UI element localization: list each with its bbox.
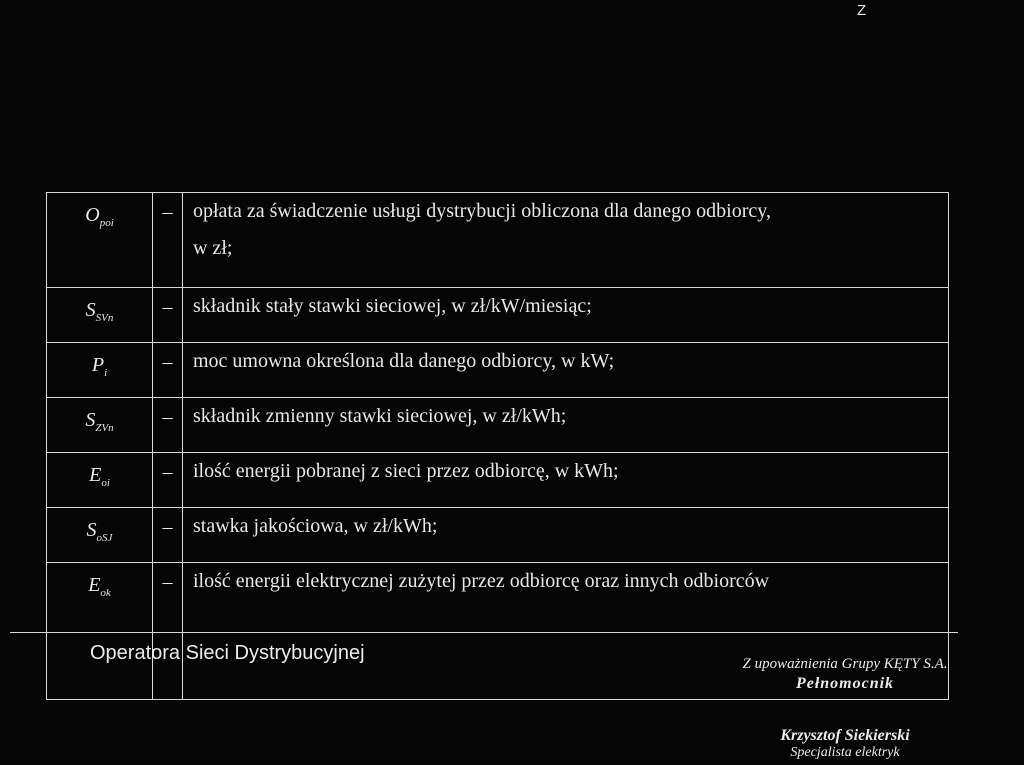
footer-operator-text: Operatora Sieci Dystrybucyjnej (90, 642, 365, 664)
stamp-line-role: Pełnomocnik (795, 675, 895, 692)
symbol-cell (47, 288, 153, 343)
table-row (47, 508, 949, 563)
authorization-stamp (700, 656, 990, 761)
stamp-line-name: Krzysztof Siekierski (780, 727, 910, 744)
table-row (47, 288, 949, 343)
symbol-main: O (85, 204, 100, 226)
symbol-main: S (85, 409, 96, 431)
definition-text: składnik zmienny stawki sieciowej, w zł/kWh; (183, 398, 949, 453)
definition-text: składnik stały stawki sieciowej, w zł/kW/miesiąc; (183, 288, 949, 343)
symbol-cell (47, 193, 153, 288)
dash-cell: – (153, 563, 183, 700)
symbol-subscript: oi (101, 477, 110, 489)
symbol-main: S (86, 519, 97, 541)
table-row (47, 343, 949, 398)
dash-cell: – (153, 343, 183, 398)
table-row (47, 193, 949, 288)
symbol-subscript: poi (99, 217, 114, 229)
symbol-cell (47, 398, 153, 453)
symbol-subscript: SVn (95, 312, 114, 324)
dash-cell: – (153, 193, 183, 288)
stamp-line-authorization: Z upoważnienia Grupy KĘTY S.A. (742, 656, 948, 672)
corner-mark: Z (857, 2, 867, 19)
definition-text: ilość energii elektrycznej zużytej przez odbiorcę oraz innych odbiorców (183, 563, 949, 700)
symbol-main: S (85, 299, 96, 321)
symbol-subscript: ZVn (95, 422, 114, 434)
definition-text: ilość energii pobranej z sieci przez odbiorcę, w kWh; (183, 453, 949, 508)
definition-text-continued: w zł; (193, 237, 233, 259)
dash-cell: – (153, 398, 183, 453)
symbol-main: P (91, 354, 105, 376)
symbol-main: E (89, 464, 102, 486)
footer-rule (10, 632, 958, 633)
symbol-cell (47, 563, 153, 700)
definition-text: moc umowna określona dla danego odbiorcy, w kW; (183, 343, 949, 398)
symbol-subscript: ok (100, 587, 111, 599)
dash-cell: – (153, 453, 183, 508)
definition-text: opłata za świadczenie usługi dystrybucji obliczona dla danego odbiorcy, (193, 200, 771, 222)
symbol-cell (47, 508, 153, 563)
definitions-table (46, 192, 949, 700)
symbol-subscript: i (104, 367, 108, 379)
stamp-line-title: Specjalista elektryk (790, 745, 900, 760)
table-row (47, 453, 949, 508)
definition-cell (183, 193, 949, 288)
table-row (47, 398, 949, 453)
symbol-subscript: oSJ (96, 532, 113, 544)
symbol-main: E (88, 574, 101, 596)
definition-text: stawka jakościowa, w zł/kWh; (183, 508, 949, 563)
dash-cell: – (153, 508, 183, 563)
dash-cell: – (153, 288, 183, 343)
symbol-cell (47, 343, 153, 398)
symbol-cell (47, 453, 153, 508)
